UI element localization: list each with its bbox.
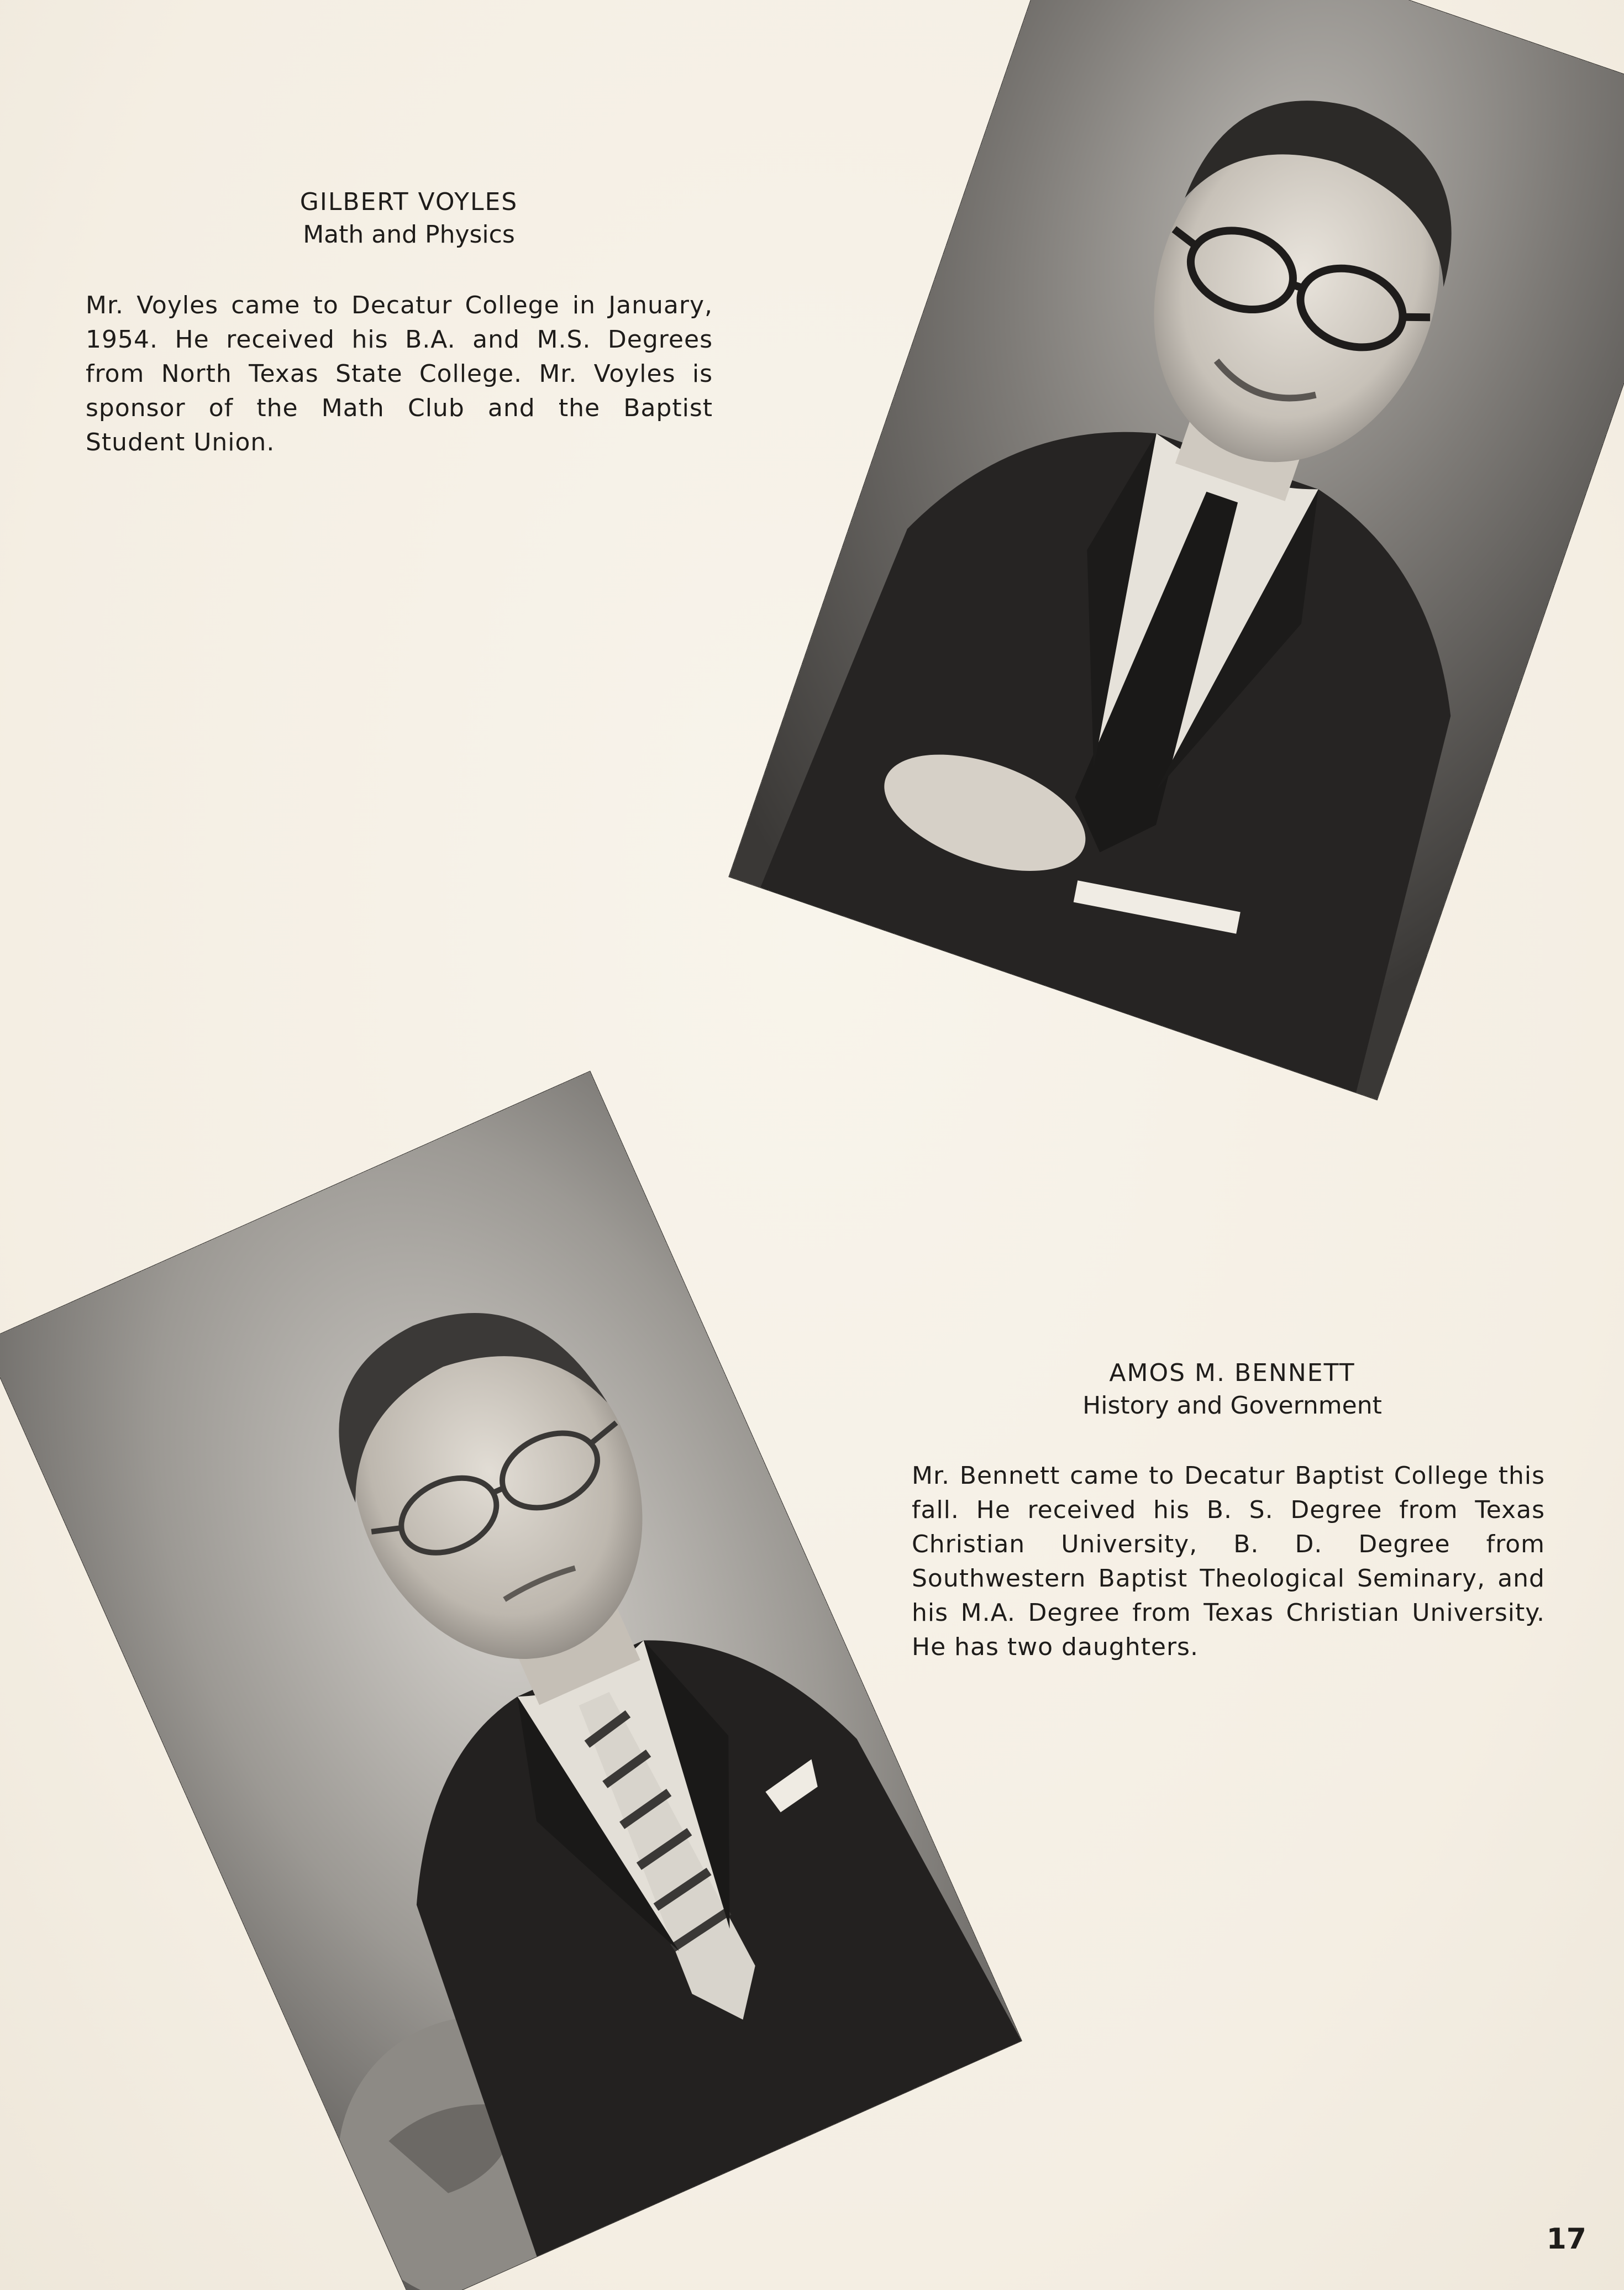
faculty-bio-voyles: Mr. Voyles came to Decatur College in January, 1954. He received his B.A. and M.S. Degrees from North Texas State College. Mr. Voyles is sponsor of the Math Club and the Baptist Student Union. — [86, 291, 713, 456]
portrait-photo-bennett — [0, 1072, 1022, 2290]
faculty-name: AMOS M. BENNETT — [1109, 1359, 1355, 1387]
faculty-department: History and Government — [1082, 1391, 1382, 1420]
faculty-name: GILBERT VOYLES — [299, 188, 518, 216]
faculty-caption-voyles — [243, 186, 575, 251]
page-number: 17 — [1546, 2223, 1586, 2256]
faculty-bio-bennett: Mr. Bennett came to Decatur Baptist College this fall. He received his B. S. Degree from Texas Christian University, B. D. Degree from Southwestern Baptist Theological Seminary, and his M.A. Degree from Texas Christian University. He has two daughters. — [912, 1462, 1545, 1661]
portrait-photo-voyles — [729, 0, 1624, 1100]
faculty-department: Math and Physics — [303, 220, 515, 249]
faculty-caption-bennett — [1028, 1357, 1437, 1422]
